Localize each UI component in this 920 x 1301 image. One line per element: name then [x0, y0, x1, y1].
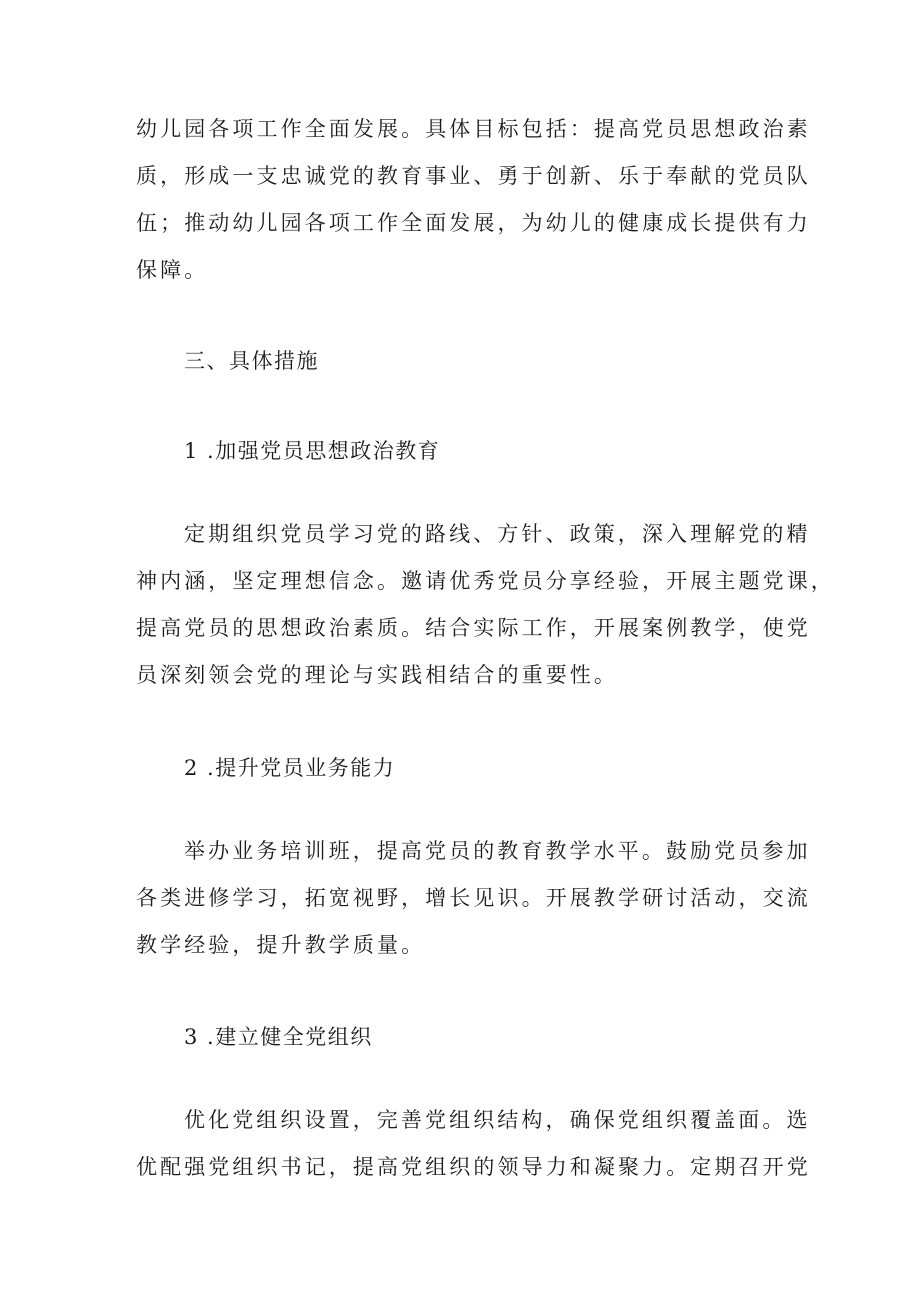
paragraph-line: 保障。: [136, 258, 209, 282]
paragraph-line: 提高党员的思想政治素质。结合实际工作，开展案例教学，使党: [136, 616, 811, 640]
paragraph-line: 员深刻领会党的理论与实践相结合的重要性。: [136, 663, 618, 687]
paragraph-line: 优化党组织设置，完善党组织结构，确保党组织覆盖面。选: [184, 1108, 811, 1132]
item-heading: 1 .加强党员思想政治教育: [184, 439, 441, 463]
paragraph-line: 举办业务培训班，提高党员的教育教学水平。鼓励党员参加: [184, 839, 811, 863]
paragraph-line: 神内涵，坚定理想信念。邀请优秀党员分享经验，开展主题党课，: [136, 569, 835, 593]
paragraph-line: 教学经验，提升教学质量。: [136, 933, 426, 957]
item-heading: 2 .提升党员业务能力: [184, 756, 396, 780]
item-heading: 3 .建立健全党组织: [184, 1025, 373, 1049]
section-heading: 三、具体措施: [184, 349, 319, 373]
paragraph-line: 各类进修学习，拓宽视野，增长见识。开展教学研讨活动，交流: [136, 886, 811, 910]
paragraph-line: 幼儿园各项工作全面发展。具体目标包括：提高党员思想政治素: [136, 117, 811, 141]
paragraph-line: 优配强党组织书记，提高党组织的领导力和凝聚力。定期召开党: [136, 1155, 811, 1179]
paragraph-line: 定期组织党员学习党的路线、方针、政策，深入理解党的精: [184, 522, 811, 546]
paragraph-line: 质，形成一支忠诚党的教育事业、勇于创新、乐于奉献的党员队: [136, 164, 811, 188]
paragraph-line: 伍；推动幼儿园各项工作全面发展，为幼儿的健康成长提供有力: [136, 211, 811, 235]
